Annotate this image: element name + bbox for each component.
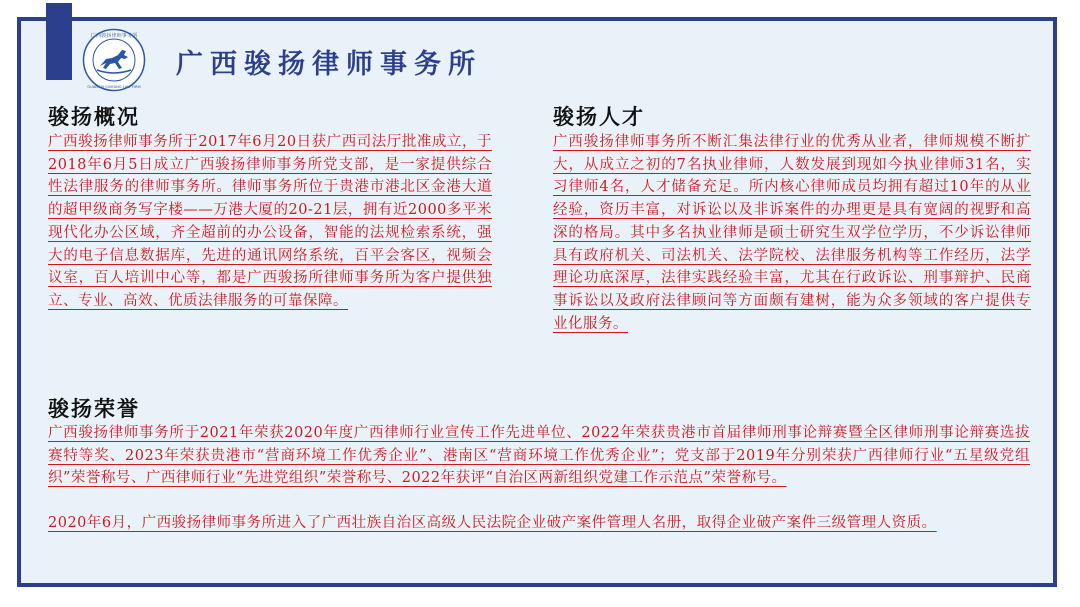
talent-text: 广西骏扬律师事务所不断汇集法律行业的优秀从业者，律师规模不断扩大，从成立之初的7名执业律师，人数发展到现如今执业律师31名，实习律师4名，人才储备充足。所内核心律师成员均拥有超过10年的从业经验，资历丰富，对诉讼以及非诉案件的办理更是具有宽阔的视野和高深的格局。其中多名执业律师是硕士研究生双学位学历，不少诉讼律师具有政府机关、司法机关、法学院校、法律服务机构等工作经历，法学理论功底深厚，法律实践经验丰富，尤其在行政诉讼、刑事辩护、民商事诉讼以及政府法律顾问等方面颇有建树，能为众多领域的客户提供专业化服务。 xyxy=(553,134,1031,332)
logo-ring-text: 广西骏扬律师事务所 xyxy=(90,33,138,39)
talent-heading: 骏扬人才 xyxy=(553,104,645,129)
firm-title: 广西骏扬律师事务所 xyxy=(176,49,482,80)
logo-ring-latin: GUANGXI JUNYANG LAW FIRM xyxy=(87,85,141,89)
honors-heading: 骏扬荣誉 xyxy=(48,396,140,421)
honors-text: 广西骏扬律师事务所于2021年荣获2020年度广西律师行业宣传工作先进单位、2022年荣获贵港市首届律师刑事论辩赛暨全区律师刑事论辩赛选拔赛特等奖、2023年荣获贵港市“营商环境工作优秀企业”、港南区“营商环境工作优秀企业”；党支部于2019年分别荣获广西律师行业“五星级党组织”荣誉称号、广西律师行业“先进党组织”荣誉称号、2022年获评“自治区两新组织党建工作示范点”荣誉称号。 xyxy=(48,425,1030,487)
honors-text-second: 2020年6月，广西骏扬律师事务所进入了广西壮族自治区高级人民法院企业破产案件管理人名册，取得企业破产案件三级管理人资质。 xyxy=(48,515,937,531)
overview-text: 广西骏扬律师事务所于2017年6月20日获广西司法厅批准成立，于2018年6月5日成立广西骏扬律师事务所党支部，是一家提供综合性法律服务的律师事务所。律师事务所位于贵港市港北区金港大道的超甲级商务写字楼——万港大厦的20-21层，拥有近2000多平米现代化办公区域，齐全超前的办公设备，智能的法规检索系统，强大的电子信息数据库，先进的通讯网络系统，百平会客区，视频会议室，百人培训中心等，都是广西骏扬所律师事务所为客户提供独立、专业、高效、优质法律服务的可靠保障。 xyxy=(48,134,492,309)
overview-heading: 骏扬概况 xyxy=(48,104,140,129)
horse-emblem-icon xyxy=(82,28,146,92)
header-accent-bar xyxy=(46,3,72,80)
